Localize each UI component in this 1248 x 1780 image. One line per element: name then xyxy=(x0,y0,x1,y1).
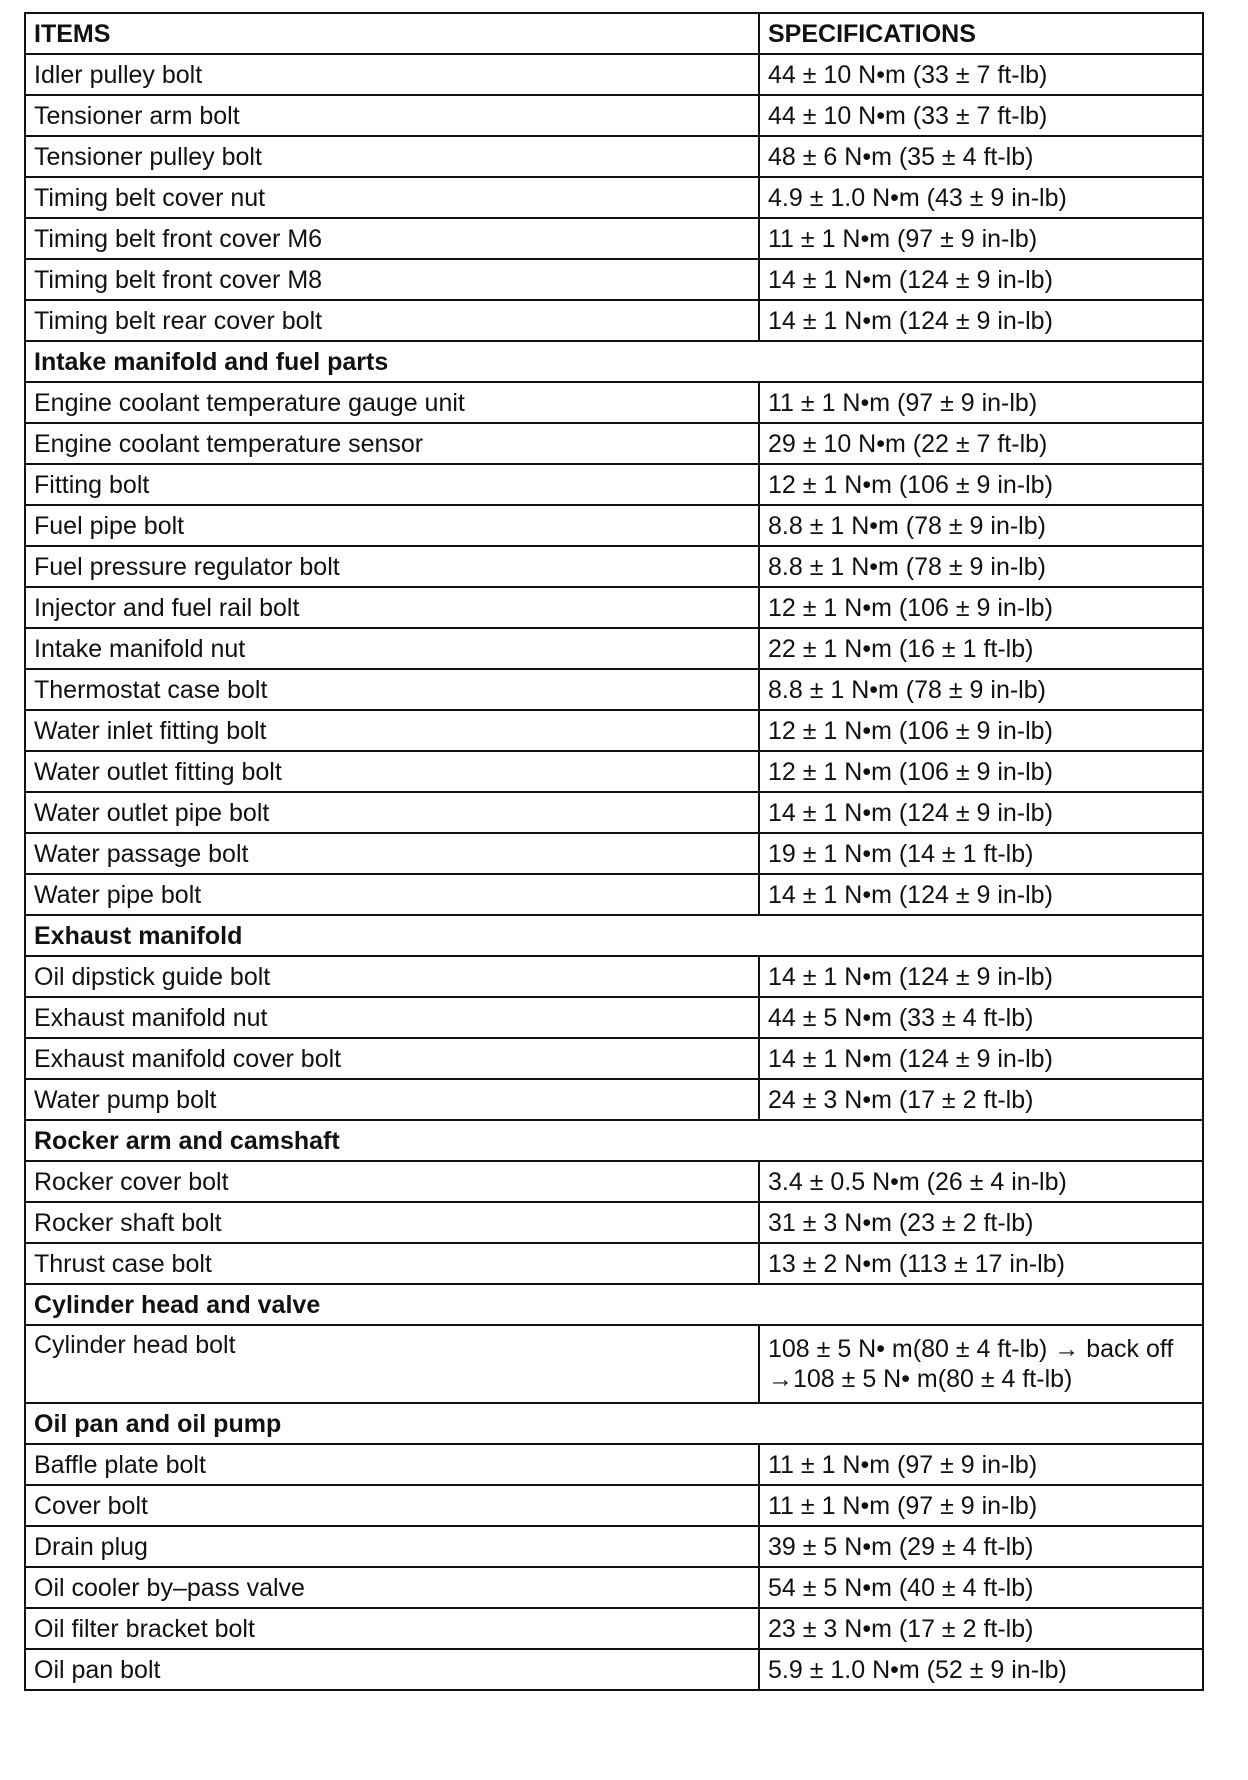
table-row xyxy=(25,546,1203,587)
table-row xyxy=(25,382,1203,423)
spec-cell: 24 ± 3 N•m (17 ± 2 ft-lb) xyxy=(759,1079,1203,1120)
item-cell: Fitting bolt xyxy=(25,464,759,505)
table-body xyxy=(25,54,1203,1690)
table-row xyxy=(25,1038,1203,1079)
specifications-column-header: SPECIFICATIONS xyxy=(759,13,1203,54)
header-row xyxy=(25,13,1203,54)
item-cell: Baffle plate bolt xyxy=(25,1444,759,1485)
spec-cell: 13 ± 2 N•m (113 ± 17 in-lb) xyxy=(759,1243,1203,1284)
table-row xyxy=(25,997,1203,1038)
spec-cell: 11 ± 1 N•m (97 ± 9 in-lb) xyxy=(759,1444,1203,1485)
item-cell: Water passage bolt xyxy=(25,833,759,874)
spec-cell: 14 ± 1 N•m (124 ± 9 in-lb) xyxy=(759,792,1203,833)
table-row xyxy=(25,751,1203,792)
item-cell: Rocker cover bolt xyxy=(25,1161,759,1202)
spec-cell: 48 ± 6 N•m (35 ± 4 ft-lb) xyxy=(759,136,1203,177)
table-row xyxy=(25,1444,1203,1485)
table-row xyxy=(25,177,1203,218)
spec-cell: 11 ± 1 N•m (97 ± 9 in-lb) xyxy=(759,1485,1203,1526)
table-row xyxy=(25,1485,1203,1526)
spec-cell: 29 ± 10 N•m (22 ± 7 ft-lb) xyxy=(759,423,1203,464)
section-title: Rocker arm and camshaft xyxy=(25,1120,1203,1161)
spec-cell: 14 ± 1 N•m (124 ± 9 in-lb) xyxy=(759,956,1203,997)
spec-cell: 54 ± 5 N•m (40 ± 4 ft-lb) xyxy=(759,1567,1203,1608)
table-row xyxy=(25,833,1203,874)
table-row xyxy=(25,874,1203,915)
item-cell: Cylinder head bolt xyxy=(25,1325,759,1403)
spec-cell: 11 ± 1 N•m (97 ± 9 in-lb) xyxy=(759,382,1203,423)
item-cell: Timing belt cover nut xyxy=(25,177,759,218)
spec-cell: 8.8 ± 1 N•m (78 ± 9 in-lb) xyxy=(759,669,1203,710)
table-row xyxy=(25,710,1203,751)
spec-cell: 3.4 ± 0.5 N•m (26 ± 4 in-lb) xyxy=(759,1161,1203,1202)
item-cell: Water pipe bolt xyxy=(25,874,759,915)
section-header-row xyxy=(25,1284,1203,1325)
item-cell: Water outlet fitting bolt xyxy=(25,751,759,792)
spec-cell: 108 ± 5 N• m(80 ± 4 ft-lb) → back off →108 ± 5 N• m(80 ± 4 ft-lb) xyxy=(759,1325,1203,1403)
section-title: Exhaust manifold xyxy=(25,915,1203,956)
item-cell: Fuel pipe bolt xyxy=(25,505,759,546)
spec-cell: 12 ± 1 N•m (106 ± 9 in-lb) xyxy=(759,751,1203,792)
table-row xyxy=(25,95,1203,136)
spec-cell: 39 ± 5 N•m (29 ± 4 ft-lb) xyxy=(759,1526,1203,1567)
spec-cell: 14 ± 1 N•m (124 ± 9 in-lb) xyxy=(759,874,1203,915)
section-header-row xyxy=(25,341,1203,382)
spec-cell: 11 ± 1 N•m (97 ± 9 in-lb) xyxy=(759,218,1203,259)
spec-cell: 14 ± 1 N•m (124 ± 9 in-lb) xyxy=(759,1038,1203,1079)
item-cell: Tensioner arm bolt xyxy=(25,95,759,136)
spec-cell: 14 ± 1 N•m (124 ± 9 in-lb) xyxy=(759,259,1203,300)
spec-cell: 44 ± 10 N•m (33 ± 7 ft-lb) xyxy=(759,95,1203,136)
table-row xyxy=(25,218,1203,259)
item-cell: Thrust case bolt xyxy=(25,1243,759,1284)
item-cell: Drain plug xyxy=(25,1526,759,1567)
table-row xyxy=(25,54,1203,95)
section-title: Intake manifold and fuel parts xyxy=(25,341,1203,382)
item-cell: Water pump bolt xyxy=(25,1079,759,1120)
table-row xyxy=(25,259,1203,300)
item-cell: Engine coolant temperature sensor xyxy=(25,423,759,464)
section-header-row xyxy=(25,1120,1203,1161)
items-column-header: ITEMS xyxy=(25,13,759,54)
section-title: Cylinder head and valve xyxy=(25,1284,1203,1325)
section-title: Oil pan and oil pump xyxy=(25,1403,1203,1444)
section-header-row xyxy=(25,915,1203,956)
item-cell: Rocker shaft bolt xyxy=(25,1202,759,1243)
table-row xyxy=(25,300,1203,341)
spec-cell: 12 ± 1 N•m (106 ± 9 in-lb) xyxy=(759,587,1203,628)
table-row xyxy=(25,792,1203,833)
spec-cell: 8.8 ± 1 N•m (78 ± 9 in-lb) xyxy=(759,546,1203,587)
item-cell: Idler pulley bolt xyxy=(25,54,759,95)
item-cell: Injector and fuel rail bolt xyxy=(25,587,759,628)
item-cell: Oil pan bolt xyxy=(25,1649,759,1690)
table-row xyxy=(25,505,1203,546)
item-cell: Timing belt rear cover bolt xyxy=(25,300,759,341)
item-cell: Water outlet pipe bolt xyxy=(25,792,759,833)
table-row xyxy=(25,1161,1203,1202)
table-row xyxy=(25,1202,1203,1243)
item-cell: Timing belt front cover M6 xyxy=(25,218,759,259)
item-cell: Oil cooler by–pass valve xyxy=(25,1567,759,1608)
item-cell: Exhaust manifold cover bolt xyxy=(25,1038,759,1079)
item-cell: Oil filter bracket bolt xyxy=(25,1608,759,1649)
table-header xyxy=(25,13,1203,54)
item-cell: Water inlet fitting bolt xyxy=(25,710,759,751)
spec-cell: 8.8 ± 1 N•m (78 ± 9 in-lb) xyxy=(759,505,1203,546)
table-row xyxy=(25,1608,1203,1649)
table-row xyxy=(25,1243,1203,1284)
table-row xyxy=(25,1079,1203,1120)
spec-cell: 12 ± 1 N•m (106 ± 9 in-lb) xyxy=(759,464,1203,505)
spec-cell: 4.9 ± 1.0 N•m (43 ± 9 in-lb) xyxy=(759,177,1203,218)
table-row xyxy=(25,1567,1203,1608)
spec-cell: 22 ± 1 N•m (16 ± 1 ft-lb) xyxy=(759,628,1203,669)
table-row xyxy=(25,423,1203,464)
table-row xyxy=(25,628,1203,669)
table-row xyxy=(25,956,1203,997)
table-row xyxy=(25,464,1203,505)
item-cell: Intake manifold nut xyxy=(25,628,759,669)
spec-cell: 44 ± 10 N•m (33 ± 7 ft-lb) xyxy=(759,54,1203,95)
table-row xyxy=(25,1325,1203,1403)
spec-cell: 31 ± 3 N•m (23 ± 2 ft-lb) xyxy=(759,1202,1203,1243)
item-cell: Oil dipstick guide bolt xyxy=(25,956,759,997)
item-cell: Fuel pressure regulator bolt xyxy=(25,546,759,587)
table-row xyxy=(25,136,1203,177)
spec-cell: 44 ± 5 N•m (33 ± 4 ft-lb) xyxy=(759,997,1203,1038)
item-cell: Tensioner pulley bolt xyxy=(25,136,759,177)
table-row xyxy=(25,587,1203,628)
section-header-row xyxy=(25,1403,1203,1444)
spec-cell: 12 ± 1 N•m (106 ± 9 in-lb) xyxy=(759,710,1203,751)
item-cell: Cover bolt xyxy=(25,1485,759,1526)
spec-cell: 23 ± 3 N•m (17 ± 2 ft-lb) xyxy=(759,1608,1203,1649)
spec-cell: 14 ± 1 N•m (124 ± 9 in-lb) xyxy=(759,300,1203,341)
item-cell: Exhaust manifold nut xyxy=(25,997,759,1038)
item-cell: Timing belt front cover M8 xyxy=(25,259,759,300)
torque-spec-table xyxy=(24,12,1204,1691)
spec-cell: 5.9 ± 1.0 N•m (52 ± 9 in-lb) xyxy=(759,1649,1203,1690)
item-cell: Thermostat case bolt xyxy=(25,669,759,710)
table-row xyxy=(25,1649,1203,1690)
table-row xyxy=(25,1526,1203,1567)
spec-cell: 19 ± 1 N•m (14 ± 1 ft-lb) xyxy=(759,833,1203,874)
table-row xyxy=(25,669,1203,710)
item-cell: Engine coolant temperature gauge unit xyxy=(25,382,759,423)
